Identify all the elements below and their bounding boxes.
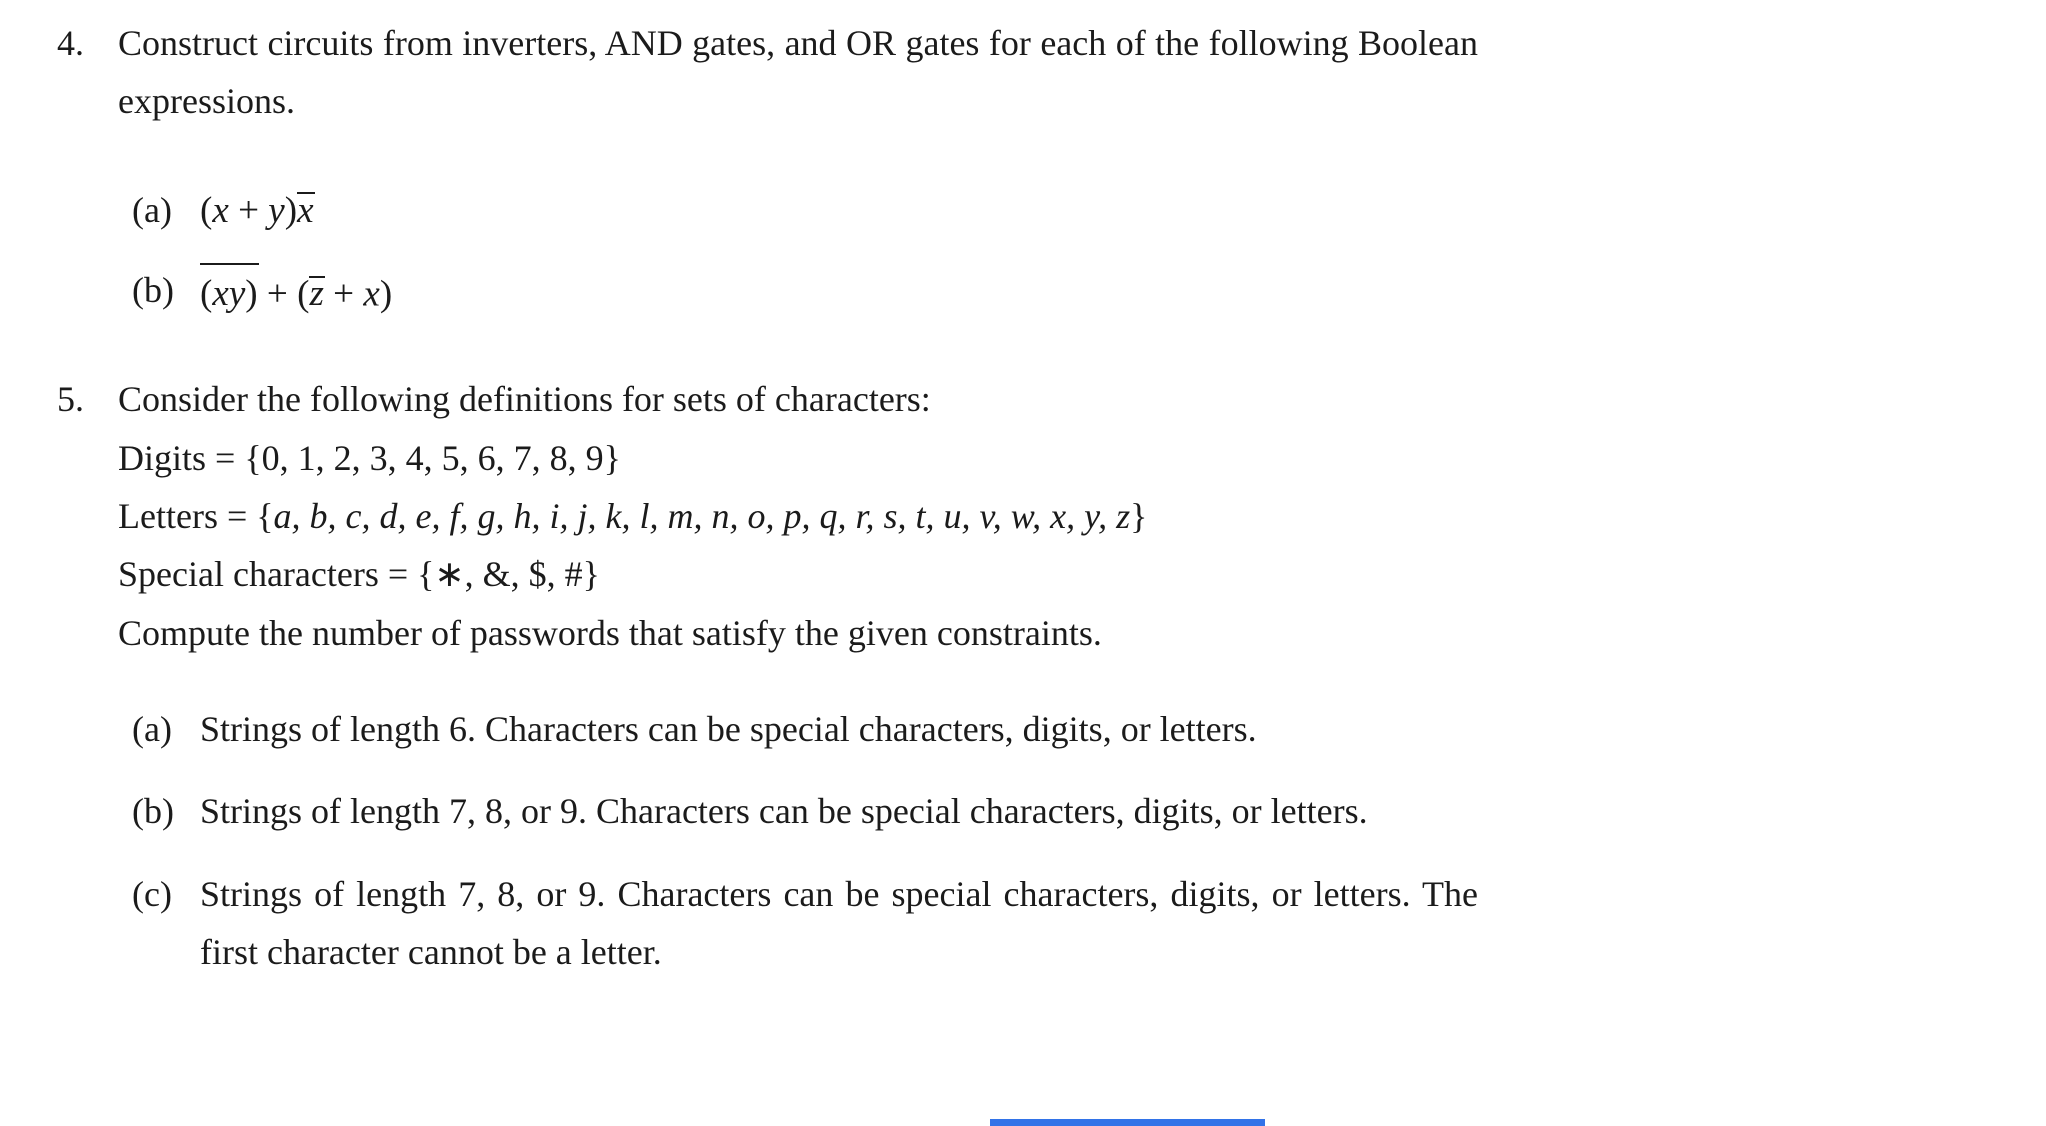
part-a-label: (a)	[132, 709, 172, 750]
part-a-expression: (x + y)x	[200, 181, 1478, 241]
problem-4-parts	[118, 181, 1478, 325]
problem-5-part-b	[118, 782, 1478, 840]
problem-5-part-c	[118, 865, 1478, 982]
part-c-label: (c)	[132, 873, 172, 914]
problem-5-parts	[118, 700, 1478, 981]
part-b-label: (b)	[132, 791, 174, 832]
problem-4-part-b	[118, 261, 1478, 325]
problem-5-task: Compute the number of passwords that satisfy the given constraints.	[118, 612, 1102, 653]
problem-5-part-a	[118, 700, 1478, 758]
problem-5	[57, 370, 2046, 981]
problem-4-part-a	[118, 181, 1478, 241]
letters-definition: Letters = {a, b, c, d, e, f, g, h, i, j, k, l, m, n, o, p, q, r, s, t, u, v, w, x, y, z}	[118, 496, 1148, 537]
part-c-text: Strings of length 7, 8, or 9. Characters can be special characters, digits, or letters. The first character cannot be a letter.	[200, 873, 1478, 972]
part-a-label: (a)	[132, 189, 172, 230]
part-b-label: (b)	[132, 269, 174, 310]
part-b-text: Strings of length 7, 8, or 9. Characters can be special characters, digits, or letters.	[200, 791, 1368, 832]
problem-4-number: 4.	[57, 23, 84, 63]
part-b-expression: (xy) + (z + x)	[200, 261, 1478, 325]
bottom-accent-bar	[990, 1119, 1265, 1126]
problem-4-statement: Construct circuits from inverters, AND gates, and OR gates for each of the following Boolean expressions.	[118, 23, 1478, 122]
special-characters-definition: Special characters = {∗, &, $, #}	[118, 554, 600, 595]
problem-5-intro: Consider the following definitions for sets of characters:	[118, 379, 931, 420]
part-a-text: Strings of length 6. Characters can be special characters, digits, or letters.	[200, 709, 1257, 750]
problem-4	[57, 14, 2046, 324]
digits-definition: Digits = {0, 1, 2, 3, 4, 5, 6, 7, 8, 9}	[118, 437, 621, 478]
problem-5-number: 5.	[57, 379, 84, 420]
